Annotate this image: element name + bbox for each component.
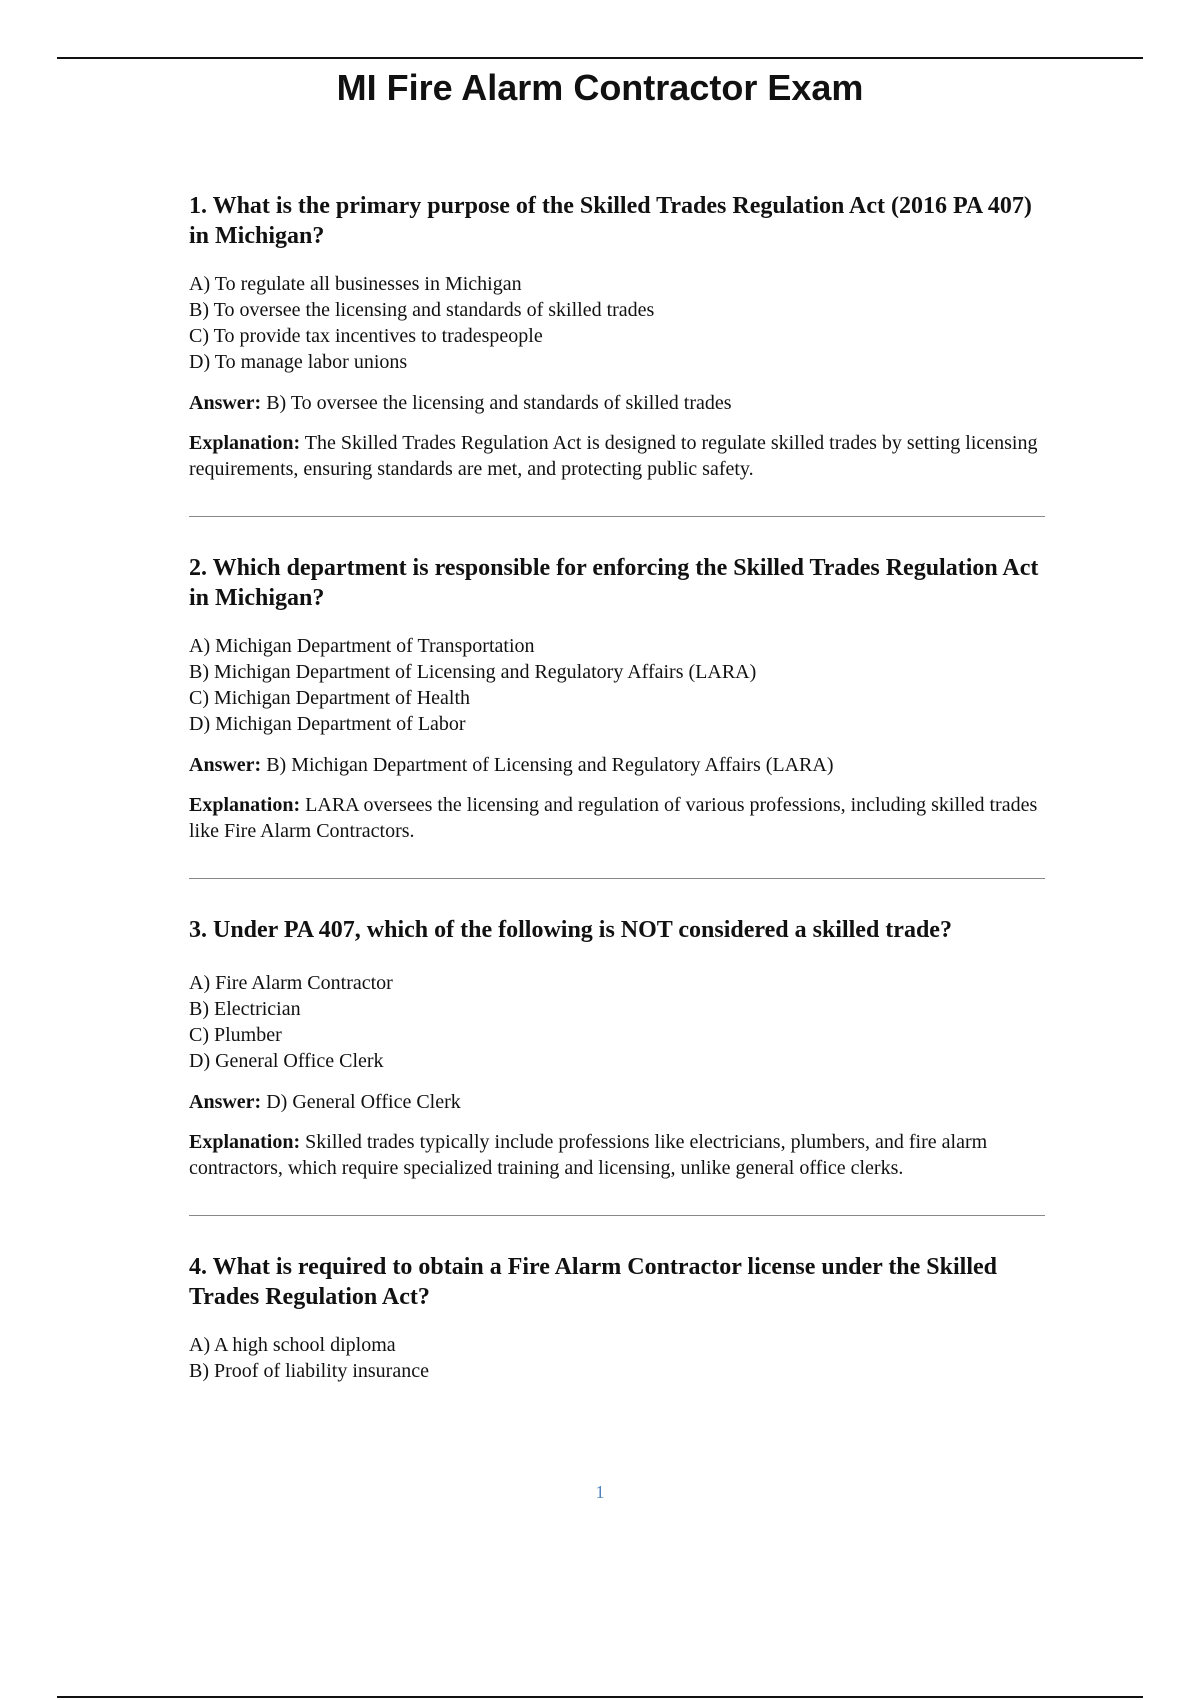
- question-separator: [189, 878, 1045, 879]
- option-item: A) A high school diploma: [189, 1334, 396, 1356]
- answer-text: D) General Office Clerk: [266, 1091, 461, 1113]
- question-2: [189, 553, 1045, 844]
- option-item: B) Electrician: [189, 998, 301, 1020]
- explanation-line: [189, 430, 1045, 482]
- option-item: D) General Office Clerk: [189, 1050, 384, 1072]
- explanation-text: The Skilled Trades Regulation Act is designed to regulate skilled trades by setting licensing requirements, ensuring standards are met, and protecting public safety.: [189, 432, 1038, 480]
- question-heading: 4. What is required to obtain a Fire Alarm Contractor license under the Skilled Trades Regulation Act?: [189, 1254, 998, 1310]
- option-list: [189, 271, 1045, 375]
- option-item: C) Plumber: [189, 1024, 282, 1046]
- question-1: [189, 191, 1045, 482]
- option-list: [189, 633, 1045, 737]
- option-item: B) Proof of liability insurance: [189, 1360, 429, 1382]
- answer-text: B) Michigan Department of Licensing and Regulatory Affairs (LARA): [266, 754, 834, 776]
- option-item: D) To manage labor unions: [189, 351, 408, 373]
- answer-label: Answer:: [189, 754, 262, 776]
- option-item: A) To regulate all businesses in Michigan: [189, 273, 522, 295]
- explanation-text: LARA oversees the licensing and regulation of various professions, including skilled trades like Fire Alarm Contractors.: [189, 794, 1038, 842]
- answer-text: B) To oversee the licensing and standards of skilled trades: [266, 392, 732, 414]
- question-heading: 3. Under PA 407, which of the following is NOT considered a skilled trade?: [189, 917, 952, 943]
- answer-line: [189, 752, 1045, 778]
- explanation-label: Explanation:: [189, 432, 301, 454]
- question-heading: 2. Which department is responsible for enforcing the Skilled Trades Regulation Act in Michigan?: [189, 555, 1039, 611]
- bottom-rule: [57, 1696, 1143, 1698]
- question-4: [189, 1252, 1045, 1384]
- option-list: [189, 970, 1045, 1074]
- option-item: D) Michigan Department of Labor: [189, 713, 466, 735]
- document-body: [189, 191, 1045, 1399]
- page-number: 1: [595, 1482, 605, 1502]
- question-separator: [189, 516, 1045, 517]
- option-item: C) Michigan Department of Health: [189, 687, 471, 709]
- explanation-line: [189, 792, 1045, 844]
- answer-label: Answer:: [189, 1091, 262, 1113]
- top-rule: [57, 57, 1143, 59]
- answer-line: [189, 1089, 1045, 1115]
- document-title: MI Fire Alarm Contractor Exam: [336, 67, 864, 108]
- option-item: B) Michigan Department of Licensing and Regulatory Affairs (LARA): [189, 661, 757, 683]
- option-item: C) To provide tax incentives to tradespeople: [189, 325, 543, 347]
- option-item: B) To oversee the licensing and standards of skilled trades: [189, 299, 655, 321]
- answer-line: [189, 390, 1045, 416]
- question-heading: 1. What is the primary purpose of the Skilled Trades Regulation Act (2016 PA 407) in Michigan?: [189, 193, 1032, 249]
- option-list: [189, 1332, 1045, 1384]
- explanation-label: Explanation:: [189, 794, 301, 816]
- question-separator: [189, 1215, 1045, 1216]
- option-item: A) Fire Alarm Contractor: [189, 972, 393, 994]
- explanation-label: Explanation:: [189, 1131, 301, 1153]
- question-3: [189, 915, 1045, 1181]
- explanation-line: [189, 1129, 1045, 1181]
- option-item: A) Michigan Department of Transportation: [189, 635, 535, 657]
- answer-label: Answer:: [189, 392, 262, 414]
- explanation-text: Skilled trades typically include professions like electricians, plumbers, and fire alarm contractors, which require specialized training and licensing, unlike general office clerks.: [189, 1131, 988, 1179]
